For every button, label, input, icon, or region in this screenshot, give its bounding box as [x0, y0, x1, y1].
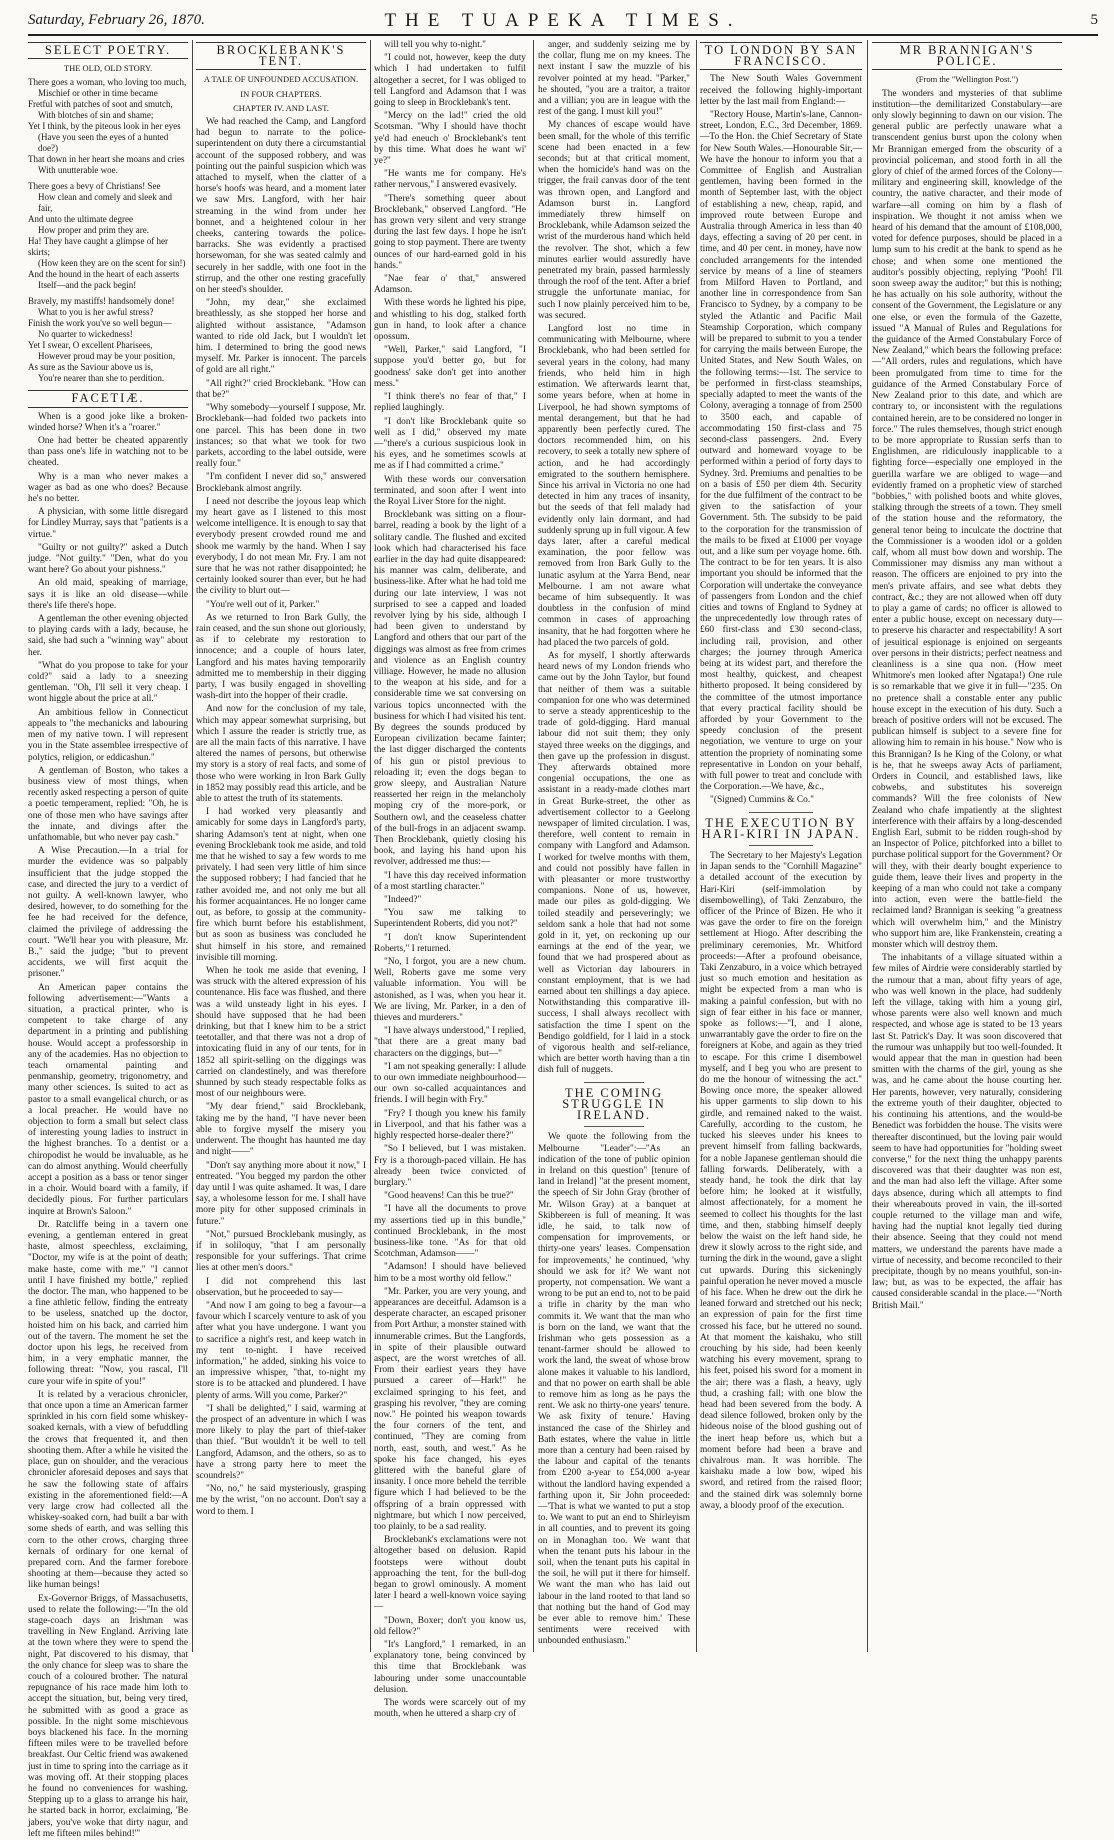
paragraph: A gentleman of Boston, who takes a business view of most things, when recently asked respecting a person of quite a poetic temperament, replied: "Oh, he is one of those men who have savings after the innate, and divings after the unfathomable, but who never pay cash." — [28, 765, 188, 843]
poem-line: No quarter to wickedness! — [38, 329, 133, 340]
poem-line: You're nearer than she to perdition. — [38, 373, 165, 384]
paragraph: "What do you propose to take for your cold?" said a lady to a sneezing gentleman. "Oh, I'll sell it very cheap. I wont higgle about the price at all." — [28, 660, 188, 705]
paragraph: Brocklebank's exclamations were not altogether based on delusion. Rapid footsteps were without doubt approaching the tent, for the bull-dog began to growl ominously. A moment later I heard a well-known voice saying— — [374, 1535, 526, 1613]
paragraph: "Indeed?" — [384, 895, 422, 906]
divider — [584, 1082, 645, 1083]
column-rule — [192, 40, 193, 1652]
paragraph: anger, and suddenly seizing me by the collar, flung me on my knees. The next instant I saw the muzzle of his revolver pointed at my head. "Parker," he shouted, "you are a traitor, a traitor and a villian; you are in league with the rest of the gang. I must kill you!" — [538, 40, 690, 118]
paragraph: "I could not, however, keep the duty which I had undertaken to fulfil altogether a secret, for I was obliged to tell Langford and Adamson that I was going to sleep in Brocklebank's tent. — [374, 53, 526, 109]
column-rule — [370, 40, 371, 1652]
page-number: 5 — [1090, 12, 1098, 28]
column-rule — [867, 40, 868, 1652]
poem-line: Mischief or other in time became — [38, 88, 158, 99]
paragraph: With these words he lighted his pipe, and whistling to his dog, stalked forth gun in hand, to look after a chance opossum. — [374, 298, 526, 343]
poem-line: Yet I think, by the piteous look in her eyes — [28, 121, 181, 132]
column-news — [700, 40, 862, 1652]
poem-line: (Have you seen the eyes of a hunted doe?) — [38, 132, 169, 154]
article-heading-police: MR BRANNIGAN'S POLICE. — [872, 42, 1062, 70]
poem-line: How proper and prim they are. — [38, 225, 149, 236]
paragraph: I had worked very pleasantly and amicably for some days in Langford's party, sharing Adamson's tent at night, when one evening Brocklebank took me aside, and told me that he wished to say a few words to me privately. I had seen very little of him since the supposed robbery; I had fancied that he rather avoided me, and not only me but all his former acquaintances. He no longer came out, as before, to gossip at the community-fire which burnt before his establishment, but as soon as business was concluded he shut himself in his store, and remained invisible till morning. — [196, 807, 366, 963]
poem-line: That down in her heart she moans and cries — [28, 154, 185, 165]
story-title: BROCKLEBANK'S TENT. — [196, 42, 366, 70]
paragraph: Langford lost no time in communicating with Melbourne, where Brocklebank, who had been settled for several years in the colony, had many friends, who held him in high estimation. We afterwards learnt that, some years before, when at home in Liverpool, he had shown symptoms of mental derangement, but that he had apparently been perfectly cured. The doctors recommended him, on his recovery, to seek a totally new sphere of action, and he had accordingly emigrated to the southern hemisphere. Since his arrival in Victoria no one had detected in him any traces of insanity, but the seeds of that fell malady had evidently only lain dormant, and had suddenly sprung up in full vigour. A few days later, after a careful medical examination, the poor fellow was removed from Iron Bark Gully to the lunatic asylum at the Yarra Bend, near Melbourne. I am not aware what became of him subsequently. It was doubtless in the confusion of mind common in cases of approaching insanity, that he had forgotten where he had placed the two parcels of gold. — [538, 324, 690, 648]
divider — [749, 845, 814, 846]
paragraph: The words were scarcely out of my mouth, when he uttered a sharp cry of — [374, 1698, 526, 1720]
paragraph: As for myself, I shortly afterwards heard news of my London friends who came out by the John Taylor, but found that neither of them was a suitable companion for one who was determined to serve a steady apprenticeship to the trade of gold-digging. Hard manual labour did not suit them; they only stayed three weeks on the diggings, and then gave up the profession in disgust. They afterwards obtained more congenial occupations, the one as assistant in a ready-made clothes mart in Great Burke-street, the other as advertisement collector to a Geelong newspaper of limited circulation. I was, therefore, well content to remain in company with Langford and Adamson. I worked for twelve months with them, and could not possibly have fallen in with pleasanter or more trustworthy companions. None of us, however, made our piles as gold-digging. We toiled steadily and perseveringly; we seldom sank a hole that had not some gold in it, yet, on reckoning up our earnings at the end of the year, we found that we had prospered about as well as Victorian day labourers in constant employment, that is we had earned about ten shillings a day apiece. Notwithstanding this comparative ill-success, I shall always recollect with satisfaction the time I spent on the Bendigo goldfield, for I laid in a stock of vigorous health and self-reliance, which are better worth having than a tin dish full of nuggets. — [538, 650, 690, 1076]
poem-line: Finish the work you've so well begun— — [28, 318, 172, 329]
paragraph: Dr. Ratcliffe being in a tavern one evening, a gentleman entered in great haste, almost speechless, exclaiming, "Doctor, my wife is at the point of death; make haste, come with me." "I cannot until I have finished my bottle," replied the doctor. The man, who happened to be a fine athletic fellow, finding the entreaty to be useless, snatched up the doctor, hoisted him on his back, and carried him out of the tavern. The moment he set the doctor upon his legs, he received from him, in a very emphatic manner, the following threat: "Now, you rascal, I'll cure your wife in spite of you!" — [28, 1219, 188, 1387]
paragraph: "No, I forgot, you are a new chum. Well, Roberts gave me some very valuable information. You will be astonished, as I was, when you hear it. We are living, Mr. Parker, in a den of thieves and murderers." — [374, 957, 526, 1024]
column-story — [196, 40, 366, 1652]
poem-line: (How keen they are on the scent for sin!) — [38, 258, 186, 269]
column-poetry-facetiae — [28, 40, 188, 1839]
story-chapters: IN FOUR CHAPTERS. — [240, 88, 322, 99]
paragraph: "Mercy on the lad!" cried the old Scotsman. "Why I should have thocht ye'd had eneuch o' Brocklebank's tent by this time. What does he want wi' ye?" — [374, 111, 526, 167]
paragraph: "I'm confident I never did so," answered Brocklebank almost angrily. — [196, 472, 366, 494]
paragraph: "Well, Parker," said Langford, "I suppose you'd better go, but for goodness' sake don't get into another mess." — [374, 345, 526, 389]
article-heading-london: TO LONDON BY SAN FRANCISCO. — [700, 42, 862, 70]
paragraph: "I have always understood," I replied, "that there are a great many bad characters on the diggings, but—" — [374, 1026, 526, 1059]
paragraph: I need not describe the joyous leap which my heart gave as I listened to this most welcome intelligence. It is enough to say that everybody present crowded round me and shook me warmly by the hand. When I say everybody, I do not mean Mr. Fry. I am not sure that he was not rather disappointed; he certainly looked sourer than ever, but he had the civility to blurt out— — [196, 496, 366, 597]
poem-line: Itself—and the pack begin! — [38, 280, 137, 291]
paragraph: Ex-Governor Briggs, of Massachusetts, used to relate the following:—"In the old stage-coach days an Irishman was travelling in New England. Arriving late at the town where they were to spend the night, Pat discovered to his dismay, that the only chance for sleep was to share the couch of a coloured brother. The natural repugnance of his race made him loth to accept the situation, but, being very tired, he submitted with as good a grace as possible. In the night some mischievous boys blackened his face. In the morning fifteen miles were to be travelled before breakfast. Our Celtic friend was awakened just in time to spring into the carriage as it was moving off. At their stopping places he found no conveniences for washing. Stepping up to a glass to arrange his hair, he started back in horror, exclaiming, 'Be jabers, you've woke that dirty nagur, and left me fifteen miles behind!'" — [28, 1593, 188, 1839]
facetiae-body — [28, 412, 188, 1840]
paragraph: A Wise Precaution.—In a trial for murder the evidence was so palpably insufficient that the judge stopped the case, and directed the jury to a verdict of not guilty. A well-known lawyer, who desired, however, to do something for the fee he had received for the defence, claimed the privilege of addressing the court. "We'll hear you with pleasure, Mr. B.," said the judge; "but to prevent accidents, we will first acquit the prisoner." — [28, 846, 188, 980]
paragraph: It is related by a veracious chronicler, that once upon a time an American farmer sprinkled in his corn field some whiskey-soaked kernals, with a view of befuddling the crows that frequented it, and then shooting them. After a while he visited the place, gun on shoulder, and the veracious chronicler aforesaid deposes and says that he saw the following state of affairs existing in the aforementioned field:—A very large crow had collected all the whiskey-soaked corn, had built a bar with some sheds of earth, and was selling this corn to the other crows, charging three kernals of ordinary for one kernal of prepared corn. And the farmer forebore shooting at them—because they acted so like human beings! — [28, 1389, 188, 1591]
story-body — [196, 117, 366, 1518]
paragraph: will tell you why to-night." — [384, 40, 486, 50]
column-police — [872, 40, 1062, 1652]
paragraph: I did not comprehend this last observation, but he proceeded to say— — [196, 1276, 366, 1298]
column-story-continued — [374, 40, 690, 1720]
paragraph: "Why somebody—yourself I suppose, Mr. Brocklebank—had folded two packets into one parcel. This has been done in two instances; so that what we took for two parkets, according to the label outside, were really four." — [196, 403, 366, 470]
paragraph: "Rectory House, Martin's-lane, Cannon-street, London, E.C., 3rd December, 1869.—To the Hon. the Chief Secretary of State for New South Wales.—Honourable Sir,—We have the honour to inform you that a Committee of English and Australian gentlemen, having been formed in the month of September last, with the object of establishing a new, cheap, rapid, and improved route between Europe and Australia through America in less than 40 days, effecting a saving of 20 per cent. in time, and 40 per cent. in money, have now concluded arrangements for the intended service by means of a line of steamers from Milford Haven to Portland, and another line in correspondence from San Francisco to Sydney, by a company to be styled the Atlantic and Pacific Mail Steamship Corporation, which company will be prepared to submit to you a tender for carrying the mails between Europe, the United States, and New South Wales, on the following terms:—1st. The service to be performed in first-class steamships, specially adapted to meet the wants of the Colony, averaging a tonnage of from 2500 to 3500 each, and capable of accommodating 150 first-class and 75 second-class passengers. 2nd. Every outward and homeward voyage to be performed within a period of forty days to Sydney. 3rd. Premiums and penalties to be on a basis of £50 per diem 4th. Security for the due fulfilment of the contract to be given to the satisfaction of your Government. 5th. The subsidy to be paid to the corporation for the transmission of the mails to be fixed at £1000 per voyage out, and a like sum per voyage home. 6th. The contract to be for ten years. It is also important you should be informed that the Corporation will undertake the conveyance of passengers from London and the chief cities and towns of England to Sydney at the unprecedentedly low through rates of £60 first-class and £30 second-class, including rail, provision, and other charges; the journey through America being at its widest part, and therefore the most healthy, quickest, and cheapest hitherto proposed. It being considered by the committee of the utmost importance that every practical facility should be afforded by your Government to the speedy conclusion of the present negotiation, we venture to urge on your attention the propriety of nominating some representative in London on your behalf, with full power to treat and conclude with the Corporation.—We have, &c., — [700, 110, 862, 793]
paragraph: "And now I am going to beg a favour—a favour which I scarcely venture to ask of you after what you have undergone. I want you to sacrifice a night's rest, and keep watch in my tent to-night. I have received information," he added, sinking his voice to an impressive whisper, "that, to-night my store is to be attacked and plundered. I have plenty of arms. Will you come, Parker?" — [196, 1300, 366, 1401]
article-heading-harikiri: THE EXECUTION BY HARI-KIRI IN JAPAN. — [701, 815, 861, 841]
paragraph: "Mr. Parker, you are very young, and appearances are deceitful. Adamson is a desperate character, an escaped prisoner from Port Arthur, a monster stained with innumerable crimes. But the Langfords, in spite of their plausible outward aspect, are the worst wretches of all. From their earliest years they have pursued a career of—Hark!" he exclaimed springing to his feet, and grasping his revolver, "they are coming now." He pointed his weapon towards the four corners of the tent, and continued, "They are coming from north, east, south, and west." As he spoke his face changed, his eyes glittered with the baneful glare of insanity. I once more beheld the terrible figure which I had believed to be the offspring of a brain oppressed with nightmare, but which I now perceived, too plainly, to be a sad reality. — [374, 1286, 526, 1532]
paragraph: "I don't know Superintendent Roberts," I returned. — [374, 932, 526, 954]
paragraph: "(Signed) Cummins & Co." — [710, 795, 815, 806]
poem-line: With unutterable woe. — [38, 165, 118, 176]
paragraph: "It's Langford," I remarked, in an explanatory tone, being convinced by this time that Brocklebank was labouring under some unaccountable delusion. — [374, 1640, 526, 1695]
paragraph: "I have all the documents to prove my assertions tied up in this bundle," continued Brocklebank, in the most business-like tone. "As for that old Scotchman, Adamson——" — [374, 1204, 526, 1260]
paragraph: The inhabitants of a village situated within a few miles of Airdrie were considerably startled by the rumour that a man, about fifty years of age, who was well known in the place, had suddenly left the village, taking with him a young girl, whose parents were also well known and much respected, and whose age is stated to be 13 years last St. Patrick's Day. It was soon discovered that the rumour was unhappily but too well-founded. It would appear that the man in question had been smitten with the charms of the girl, young as she was, and he came about the house courting her. Her parents, however, very naturally, considering the extreme youth of their daughter, objected to his continuing his attentions, and the would-be Benedict was forbidden the house. The visits were thereafter discontinued, but the loving pair would seem to have had opportunities for "holding sweet converse," for the next thing the unhappy parents discovered was that their daughter was non est, and the man had also left the village. After some days absence, during which all attempts to find their whereabouts proved in vain, the ill-sorted couple returned to the village man and wife, having had the nuptial knot legally tied during their absence. Seeing that they could not mend matters, we understand the parents have made a virtue of necessity, and become reconciled to their precipitate, though by no means youthful, son-in-law; but, as was to be expected, the affair has caused considerable scandal in the place.—"North British Mail." — [872, 953, 1062, 1311]
poem-line: As sure as the Saviour above us is, — [28, 362, 153, 373]
poem — [28, 77, 188, 384]
paragraph: We had reached the Camp, and Langford had begun to narrate to the police-superintendent on duty there a circumstantial account of the supposed robbery, and was pointing out the painful suspicion which was attached to myself, when the clatter of a horse's hoofs was heard, and a moment later we saw Mrs. Langford, with her hair streaming in the wind from under her bonnet, and a heightened colour in her cheeks, cantering towards the police-barracks. She was evidently a practised horsewoman, for she was seated calmly and securely in her saddle, with one foot in the stirrup, and the other one resting gracefully on her steed's shoulder. — [196, 117, 366, 296]
poem-title: THE OLD, OLD STORY. — [63, 63, 153, 74]
paragraph: "All right?" cried Brocklebank. "How can that be?" — [196, 378, 366, 400]
issue-date: Saturday, February 26, 1870. — [28, 12, 205, 28]
paragraph: "Down, Boxer; don't you know us, old fellow?" — [374, 1615, 526, 1637]
column-rule — [696, 40, 697, 1652]
divider — [749, 812, 814, 813]
paragraph: And now for the conclusion of my tale, which may appear somewhat surprising, but which I assure the reader is strictly true, as are all the main facts of this narrative. I have altered the names of persons, but otherwise my story is a story of real facts, and some of those who were working in Iron Bark Gully in 1852 may possibly read this article, and be able to attest the truth of its statements. — [196, 704, 367, 804]
poem-line: And unto the ultimate degree — [28, 214, 133, 225]
paragraph: "John, my dear," she exclaimed breathlessly, as she stopped her horse and alighted without assistance, "Adamson wanted to ride old Jack, but I wouldn't let him. I determined to bring the good news myself. Mr. Parker is innocent. The parcels of gold are all right." — [196, 298, 366, 376]
paragraph: The Secretary to her Majesty's Legation in Japan sends to the "Cornhill Magazine" a detailed account of the execution by Hari-Kiri (self-immolation by disembowelling), of Taki Zenzaburo, the officer of the Prince of Bizen. He who it was gave the order to fire on the foreign settlement at Hiogo. After describing the preliminary ceremonies, Mr. Whitford proceeds:—After a profound obeisance, Taki Zenzaburo, in a voice which betrayed just so much emotion and hesitation as might be expected from a man who is making a painful confession, but with no sign of fear either in his face or manner, spoke as follows:—"I, and I alone, unwarrantably gave the order to fire on the foreigners at Kobe, and again as they tried to escape. For this crime I disembowel myself, and I beg you who are present to do me the honour of witnessing the act." Bowing once more, the speaker allowed his upper garments to slip down to his girdle, and remained naked to the waist. Carefully, according to the custom, he tucked his sleeves under his knees to prevent himself from falling backwards, for a noble Japanese gentleman should die falling forwards. Deliberately, with a steady hand, he took the dirk that lay before him; he looked at it wistfully, almost affectionately, for a moment he seemed to collect his thoughts for the last time, and then, stabbing himself deeply below the waist on the left hand side, he drew it slowly across to the right side, and turning the dirk in the wound, gave a slight cut upwards. During this sickeningly painful operation he never moved a muscle of his face. When he drew out the dirk he leaned forward and stretched out his neck; an expression of pain for the first time crossed his face, but he uttered no sound. At that moment the kaishaku, who still crouching by his side, had been keenly watching his every movement, sprang to his feet, poised his sword for a moment in the air; there was a flash, a heavy, ugly thud, a crashing fall; with one blow the head had been severed from the body. A dead silence followed, broken only by the hideous noise of the blood gushing out of the inert heap before us, which but a moment before had been a brave and chivalrous man. It was horrible. The kaishaku made a low bow, wiped his sword, and retired from the raised floor; and the stained dirk was solemnly borne away, a bloody proof of the execution. — [700, 851, 862, 1511]
paragraph: "Nae fear o' that," answered Adamson. — [374, 274, 526, 296]
paragraph: "Fry? I though you knew his family in Liverpool, and that his father was a highly respected horse-dealer there?" — [374, 1108, 526, 1142]
paragraph: "I am not speaking generally: I allude to our own immediate neighbourhood—our own so-called acquaintances and friends. I will begin with Fry." — [374, 1061, 526, 1106]
paragraph: An American paper contains the following advertisement:—"Wants a situation, a practical printer, who is competent to take charge of any department in a printing and publishing house. Would accept a professorship in any of the academies. Has no objection to teach ornamental painting and penmanship, geometry, trigonometry, and many other sciences. Is suited to act as pastor to a small evangelical church, or as a local preacher. He would have no objection to form a small but select class of interesting young ladies to instruct in the highest branches. To a dentist or a chiropodist he would be invaluable, as he can do almost anything. Would cheerfully accept a position as a bass or tenor singer in a choir. Would board with a family, if decidedly pious. For further particulars inquire at Brown's Saloon." — [28, 982, 188, 1217]
paragraph: "Adamson! I should have believed him to be a most worthy old fellow." — [374, 1262, 526, 1284]
poem-line: Yet I swear, O excellent Pharisees, — [28, 340, 153, 351]
paragraph: "Don't say anything more about it now," I entreated. "You begged my pardon the other day until I was quite ashamed. It was, I dare say, a wholesome lesson for me. I shall have more pity for other supposed criminals in future." — [196, 1160, 366, 1227]
poem-line: What to you is her awful stress? — [38, 307, 154, 318]
paragraph: "You saw me talking to Superintendent Roberts, did you not?" — [374, 908, 526, 930]
paragraph: "Good heavens! Can this be true?" — [384, 1191, 514, 1202]
article-body-harikiri — [700, 851, 862, 1512]
paragraph: "I have this day received information of a most startling character." — [374, 870, 526, 892]
poem-line: There goes a bevy of Christians! See — [28, 181, 161, 192]
story-chapter: CHAPTER IV. AND LAST. — [233, 102, 329, 113]
masthead — [28, 8, 1098, 36]
paragraph: As we returned to Iron Bark Gully, the rain ceased, and the sun shone out gloriously, as if to celebrate my restoration to innocence; and a couple of hours later, Langford and his mates having temporarily admitted me to membership in their digging party, I was busily engaged in shovelling wash-dirt into the hopper of their cradle. — [196, 612, 366, 702]
poem-line: There goes a woman, who loving too much, — [28, 77, 187, 88]
story-subtitle: A TALE OF UNFOUNDED ACCUSATION. — [203, 74, 359, 85]
poem-line: How clean and comely and sleek and fair, — [38, 192, 172, 214]
divider — [584, 1126, 645, 1127]
paragraph: My chances of escape would have been small, for the whole of this terrific scene had been enacted in a few seconds; but at that critical moment, when the homicide's hand was on the trigger, the frail canvas door of the tent was thrown open, and Langford and Adamson burst in. Langford immediately threw himself on Brocklebank, while Adamson seized the wrist of the murderous hand which held the revolver. The shot, which a few minutes earlier would assuredly have penetrated my brain, passed harmlessly through the roof of the tent. After a brief struggle the unfortunate maniac, for such I now plainly perceived him to be, was secured. — [538, 120, 690, 321]
paragraph: "There's something queer about Brocklebank," observed Langford. "He has grown very silent and very strange during the last few days. I hope he isn't going to stop payment. There are twenty ounces of our hard-earned gold in his hands." — [374, 193, 526, 271]
poem-line: And the hound in the heart of each asserts — [28, 269, 179, 280]
paragraph: "So I believed, but I was mistaken. Fry is a thorough-paced villain. He has already been twice convicted of burglary." — [374, 1144, 526, 1188]
article-body-london — [700, 74, 862, 806]
paragraph: Brocklebank was sitting on a flour-barrel, reading a book by the light of a solitary candle. The flushed and excited look which had characterised his face earlier in the day had quite disappeared: his manner was calm, deliberate, and business-like. After what he had told me during our late interview, I was not surprised to see a capped and loaded revolver lying by his side, although I had been given to understand by Langford and others that our part of the diggings was almost as free from crimes and violence as an English country villiage. However, he made no allusion to the weapon at his side, and for a considerable time we sat conversing on various topics unconnected with the business for which I had visited his tent. By degrees the sounds produced by European civilization became fainter; the last digger discharged the contents of his gun or pistol previous to reloading it; even the dogs began to grow sleepy, and Australian Nature reasserted her reign in the melancholy moping cry of the more-pork, or Southern owl, and the ceaseless chatter of the bull-frogs in an adjacent swamp. Then Brocklebank, quietly closing his book, and laying his hand upon his revolver, addressed me thus:— — [374, 510, 526, 868]
poem-line: Ha! They have caught a glimpse of her skirts; — [28, 236, 169, 258]
paragraph: "Not," pursued Brocklebank musingly, as if in soliloquy, "that I am personally responsible for your sufferings. That crime lies at other men's doors." — [196, 1229, 366, 1274]
paragraph: "My dear friend," said Brocklebank, taking me by the hand, "I have never been able to forgive myself the misery you underwent. The thought has haunted me day and night——" — [196, 1102, 366, 1158]
paragraph: When he took me aside that evening, I was struck with the altered expression of his countenance. His face was flushed, and there was a wild unsteady light in his eyes. I should have supposed that he had been drinking, but that I knew him to be a strict teetotaller, and that there was not a drop of intoxicating fluid in any of our tents, for in 1852 all spirit-selling on the diggings was carried on clandestinely, and was therefore shunned by such steady respectable folks as most of our neighbours were. — [196, 966, 366, 1100]
paragraph: "No, no," he said mysteriously, grasping me by the wrist, "on no account. Don't say a word to them. I — [196, 1484, 366, 1517]
story-continued-a — [374, 40, 526, 1720]
article-body-police — [872, 89, 1062, 1312]
paragraph: An ambitious fellow in Connecticut appeals to "the mechanicks and labouring men of my native town. I will represent you in the State assemblee irrespective of polytics, religion, or eddicashun." — [28, 707, 188, 763]
article-heading-ireland: THE COMING STRUGGLE IN IRELAND. — [562, 1085, 666, 1123]
newspaper-title: THE TUAPEKA TIMES. — [384, 10, 742, 31]
paragraph: "Guilty or not guilty?" asked a Dutch judge. "Not guilty." "Den, what do you want here? Go about your pishness." — [28, 542, 188, 576]
poem-line: Bravely, my mastiffs! handsomely done! — [28, 296, 175, 307]
poem-line: Fretful with patches of soot and smutch, — [28, 99, 173, 110]
paragraph: "I shall be delighted," I said, warming at the prospect of an adventure in which I was more likely to play the part of thief-taker than thief. "But wouldn't it be well to tell Langford, Adamson, and the others, so as to have a strong party here to meet the scoundrels?" — [196, 1403, 366, 1481]
paragraph: The wonders and mysteries of that sublime institution—the demilitarized Constabulary—are only slowly beginning to dawn on our vision. The general public are perfectly unaware what a transcendent genius burst upon the colony when Mr Brannigan emerged from the obscurity of a provincial policeman, and stood forth in all the glory of chief of the armed forces of the Colony—military and engineering skill, knowledge of the country, the native character, and their mode of warfare—all coming on him by a flash of inspiration. We thought it not amiss when we heard of his demand that the amount of £108,000, voted for defence purposes, should be placed in a lump sum to his credit at the bank to spend as he chose; and when some one mentioned the auditor's possibly objecting, replying "Pooh! I'll soon sweep away the auditor;" but this is nothing; he has actually on his sole authority, without the consent of the Government, the Legislature or any one else, or even the formula of the Gazette, issued "A Manual of Rules and Regulations for the guidance of the Armed Constabulary Force of New Zealand," which bears the following preface:—"All orders, rules and regulations, which have been promulgated from time to time for the guidance of the Armed Constabulary Force of New Zealand prior to this date, and which are contrary to, or inconsistent with the regulations contained herein, are to be considered no longer in force." The rules themselves, though strict enough to be more appropriate to Russian serfs than to Englishmen, are ridiculously inapplicable to a fighting force—especially one employed in the guerilla warfare we are obliged to wage—and evidently framed on a prophetic view of starched "bobbies," with polished boots and white gloves, stalking through the streets of a town. They smell of the station house and the reformatory, the general tenor being to inculcate the doctrine that the Commissioner is a wooden idol or a golden calf, whom all must bow down and worship. The Commissioner may dismiss any man without a reason. The officers are enjoined to pry into the men's private affairs, and see what debts they contract, &c.; they are not allowed when off duty to play a game of cards; no officer is allowed to enter a public house, except on necessary duty—to preserve his character and respectability! A sort of jesuitical espionage is enjoined on sergeants over persons in their districts; perfect neatness and cleanliness is a sine qua non. (How meet Whitmore's men looked after Ngatapa!) One rule is so remarkable that we give it in full—"235. On no pretence shall a constable enter any public house except in the execution of his duty. Such a breach of positive orders will not be excused. The publican himself is subject to a severe fine for allowing him to remain in his house." Now who is this Brannigan? Is he King of the Colony, or what is he, that he sweeps away Acts of parliament, Orders in Council, and established laws, like cobwebs, and substitutes his sovereign commands? Will the free colonists of New Zealand who chafe impatiently at the slightest interference with their affairs by a long-descended English Earl, submit to be ridden rough-shod by an Inspector of Police, pitchforked into a billet to purchase political support for the Government? Or will they, with their dearly bought experience to guide them, leave their lives and property in the keeping of a man who could not take a company into action, even were the battle-field the reclaimed land? Brannigan is seeking "a greatness which will overwhelm him," and the Ministry who support him are, like Frankenstein, creating a monster which will destroy them. — [872, 88, 1062, 951]
paragraph: One had better be cheated apparently than pass one's life in watching not to be cheated. — [28, 436, 188, 469]
paragraph: When is a good joke like a broken-winded horse? When it's a "roarer." — [28, 411, 188, 433]
paragraph: With these words our conversation terminated, and soon after I went into the Royal Liver Store for the night. — [374, 474, 526, 507]
paragraph: Why is a man who never makes a wager as bad as one who does? Because he's no better. — [28, 471, 188, 505]
paragraph: A physician, with some little disregard for Lindley Murray, says that "patients is a virtue." — [28, 507, 188, 540]
paragraph: A gentleman the other evening objected to playing cards with a lady, because, he said, she had such a "winning way" about her. — [28, 614, 188, 658]
section-heading-facetiae: FACETIÆ. — [28, 390, 188, 407]
paragraph: "I think there's no fear of that," I replied laughingly. — [374, 392, 526, 414]
poem-line: With blotches of sin and shame; — [38, 110, 154, 121]
paragraph: "He wants me for company. He's rather nervous," I answered evasively. — [374, 169, 526, 191]
paragraph: The New South Wales Government received the following highly-important letter by the last mail from England:— — [700, 74, 862, 107]
paragraph: "You're well out of it, Parker." — [206, 599, 320, 610]
paragraph: "I don't like Brocklebank quite so well as I did," observed my mate—"there's a curious suspicious look in his eyes, and he sometimes scowls at me as if I had committed a crime." — [374, 416, 526, 472]
article-source: (From the "Wellington Post.") — [915, 74, 1019, 85]
poem-line: However proud may be your position, — [38, 351, 175, 362]
story-continued-b — [538, 40, 690, 1652]
paragraph: We quote the following from the Melbourne "Leader":—"As an indication of the tone of public opinion in Ireland on this question" [tenure of land in Ireland] "at the present moment, the speech of Sir John Gray (brother of Mr. Wilson Gray) at a banquet at Skibbereen is full of meaning. It was idle, he said, to talk now of compensation for improvements, or thirty-one years' leases. Compensation for improvements,' he continued, 'why should we ask for it? We want not property, not compensation. We want a wrong to be put an end to, not to be paid a trifle in charity by the man who commits it. We want that the man who is born on the land, we want that the Irishman who gets possession as a tenant-farmer should be allowed to work the land, the sweat of whose brow alone makes it valuable to his landlord, and that no power on earth shall be able to remove him as long as he pays the rent. We ask no thirty-one years' tenure. We ask fixity of tenure.' Having instanced the case of the Shirley and Bath estates, where the value in little more than a century had been raised by the labour and capital of the tenants from £200 a-year to £54,000 a-year without the landlord having expended a farthing upon it, Sir John proceeded:—'That is what we wanted to put a stop to. We want to put an end to Shirleyism in all counties, and to prevent its going on in Monaghan too. We want that when the tenant puts his labour in the soil, when the tenant puts his capital in the soil, he will put it there for himself. We want the man who has laid out labour in the land rooted to that land so that nothing but the hand of God may be ever able to remove him.' These sentiments were received with unbounded enthusiasm." — [538, 1132, 690, 1647]
section-heading-poetry: SELECT POETRY. — [28, 42, 188, 59]
paragraph: An old maid, speaking of marriage, says it is like an old disease—while there's life there's hope. — [28, 578, 188, 611]
